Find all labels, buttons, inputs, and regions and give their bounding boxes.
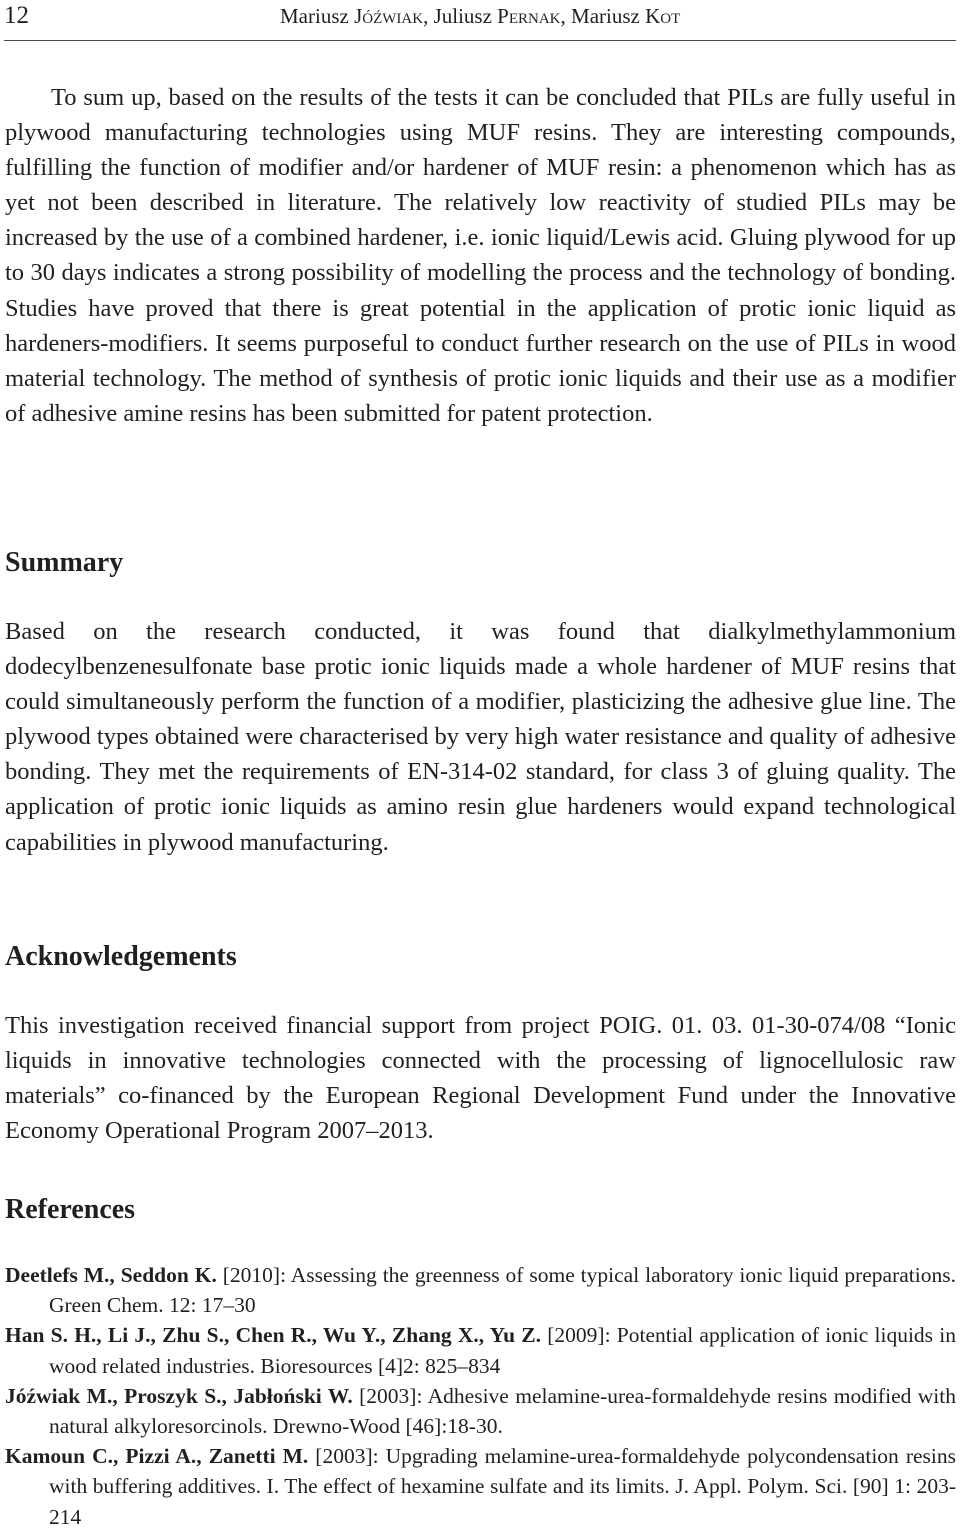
reference-item xyxy=(5,1260,956,1320)
reference-text: [2003]: Adhesive melamine-urea-formaldehyde resins modified with natural alkyloresorcinols. Drewno-Wood [46]:18-30. xyxy=(49,1383,957,1439)
reference-text: [2003]: Upgrading melamine-urea-formaldehyde polycondensation resins with buffering additives. I. The effect of hexamine sulfate and its limits. J. Appl. Polym. Sci. [90] 1: 203-214 xyxy=(49,1444,956,1529)
acknowledgements-paragraph: This investigation received financial support from project POIG. 01. 03. 01-30-074/08 “Ionic liquids in innovative technologies connected with the processing of lignocellulosic raw materials” co-financed by the European Regional Development Fund under the Innovative Economy Operational Program 2007–2013. xyxy=(5,1012,956,1145)
reference-item xyxy=(5,1381,956,1441)
reference-item xyxy=(5,1320,956,1380)
references-list xyxy=(5,1260,956,1532)
author-last: Kot xyxy=(645,4,681,28)
summary-paragraph: Based on the research conducted, it was found that dialkylmethylammonium dodecylbenzenesulfonate base protic ionic liquids made a whole hardener of MUF resins that could simultaneously perform the function of a modifier, plasticizing the adhesive glue line. The plywood types obtained were characterised by very high water resistance and quality of adhesive bonding. They met the requirements of EN-314-02 standard, for class 3 of gluing quality. The application of protic ionic liquids as amino resin glue hardeners would expand technological capabilities in plywood manufacturing. xyxy=(5,618,956,856)
summary-heading: Summary xyxy=(5,547,124,578)
reference-authors: Deetlefs M., Seddon K. xyxy=(5,1263,217,1287)
acknowledgements-section xyxy=(5,1008,956,1148)
reference-authors: Kamoun C., Pizzi A., Zanetti M. xyxy=(5,1444,309,1469)
summary-section xyxy=(5,614,956,860)
reference-authors: Han S. H., Li J., Zhu S., Chen R., Wu Y., Zhang X., Yu Z. xyxy=(5,1323,542,1348)
reference-text: [2009]: Potential application of ionic liquids in wood related industries. Bioresources [4]2: 825–834 xyxy=(49,1323,956,1378)
author-last: Pernak xyxy=(497,4,561,28)
reference-text: [2010]: Assessing the greenness of some typical laboratory ionic liquid preparations. Green Chem. 12: 17–30 xyxy=(49,1263,956,1318)
running-authors: Mariusz Jóźwiak, Juliusz Pernak, Mariusz Kot xyxy=(280,4,681,28)
author-first: Mariusz xyxy=(571,4,640,28)
references-heading: References xyxy=(5,1194,136,1225)
author-last: Jóźwiak xyxy=(354,4,424,28)
running-header xyxy=(4,0,956,41)
conclusion-paragraph: To sum up, based on the results of the tests it can be concluded that PILs are fully useful in plywood manufacturing technologies using MUF resins. They are interesting compounds, fulfilling the function of modifier and/or hardener of MUF resin: a phenomenon which has as yet not been described in literature. The relatively low reactivity of studied PILs may be increased by the use of a combined hardener, i.e. ionic liquid/Lewis acid. Gluing plywood for up to 30 days indicates a strong possibility of modelling the process and the technology of bonding. Studies have proved that there is great potential in the application of protic ionic liquid as hardeners-modifiers. It seems purposeful to conduct further research on the use of PILs in wood material technology. The method of synthesis of protic ionic liquids and their use as a modifier of adhesive amine resins has been submitted for patent protection. xyxy=(5,84,956,427)
page-number: 12 xyxy=(4,2,29,29)
reference-item xyxy=(5,1441,956,1532)
author-first: Juliusz xyxy=(433,4,492,28)
author-first: Mariusz xyxy=(280,4,349,28)
reference-authors: Jóźwiak M., Proszyk S., Jabłoński W. xyxy=(5,1383,353,1408)
acknowledgements-heading: Acknowledgements xyxy=(5,941,237,972)
conclusion-section xyxy=(5,80,956,431)
